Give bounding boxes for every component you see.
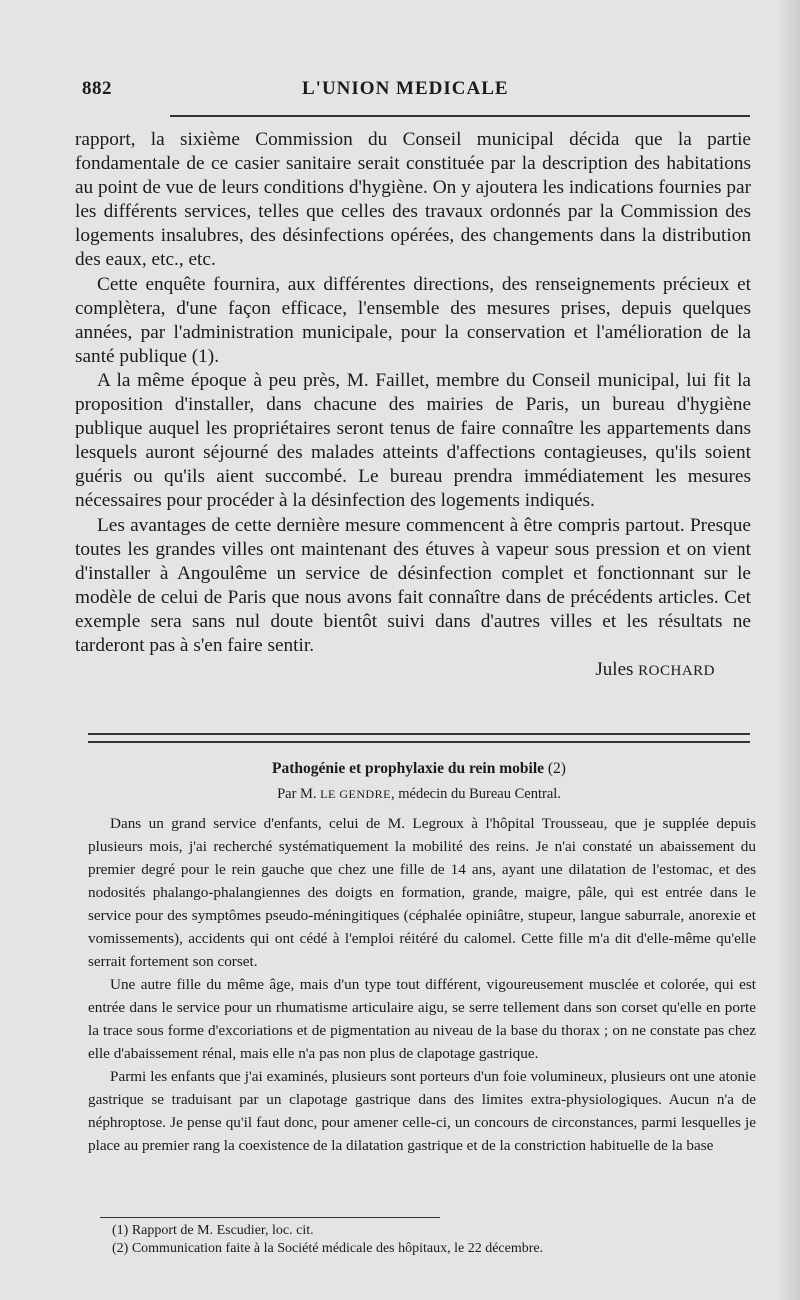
signature-last-name: ROCHARD — [638, 663, 715, 680]
page-edge-shadow — [776, 0, 800, 1300]
page-number: 882 — [82, 78, 112, 99]
page-header — [82, 78, 750, 108]
byline — [88, 786, 750, 803]
paragraph: Dans un grand service d'enfants, celui de M. Legroux à l'hôpital Trousseau, que je supplée depuis plusieurs mois, j'ai recherché systématiquement la mobilité des reins. Je n'ai constaté un abaissement du premier degré pour le rein gauche que chez une fille de 14 ans, ayant une dilatation de l'estomac, et des nodosités phalango-phalangiennes des doigts en formation, grande, maigre, pâle, qui est entrée dans le service pour des symptômes pseudo-méningitiques (céphalée opiniâtre, stupeur, langue saburrale, anorexie et vomissements), accidents qui ont cédé à l'emploi réitéré du calomel. Cette fille m'a dit d'elle-même qu'elle serrait fortement son corset. — [88, 815, 756, 970]
paragraph: Cette enquête fournira, aux différentes directions, des renseignements précieux et complètera, d'une façon efficace, l'ensemble des mesures prises, depuis quelques années, par l'administration municipale, pour la conservation et l'amélioration de la santé publique (1). — [75, 273, 751, 367]
paragraph: Les avantages de cette dernière mesure commencent à être compris partout. Presque toutes les grandes villes ont maintenant des étuves à vapeur sous pression et on vient d'installer à Angoulême un service de désinfection complet et fonctionnant sur le modèle de celui de Paris que nous avons fait connaître dans de précédents articles. Cet exemple sera sans nul doute bientôt suivi dans d'autres villes et les résultats ne tarderont pas à s'en faire sentir. — [75, 514, 751, 656]
footnote: (1) Rapport de M. Escudier, loc. cit. — [112, 1223, 314, 1238]
byline-prefix: Par M. — [277, 786, 317, 802]
footnotes — [112, 1222, 752, 1258]
paragraph: Parmi les enfants que j'ai examinés, plusieurs sont porteurs d'un foie volumineux, plusieurs ont une atonie gastrique se traduisant par un clapotage gastrique dans des limites extra-physiologiques. Aucun n'a de néphroptose. Je pense qu'il faut donc, pour amener celle-ci, un concours de circonstances, parmi lesquelles je place au premier rang la coexistence de la dilatation gastrique et de la constriction habituelle de la base — [88, 1068, 756, 1154]
article-title-text: Pathogénie et prophylaxie du rein mobile — [272, 760, 545, 777]
article-rein-mobile — [88, 812, 756, 1157]
author-signature — [75, 658, 751, 683]
paragraph: Une autre fille du même âge, mais d'un type tout différent, vigoureusement musclée et colorée, qui est entrée dans le service pour un rhumatisme articulaire aigu, se serre tellement dans son corset qu'elle en porte la trace sous forme d'excoriations et de pigmentation au niveau de la base du thorax ; on ne constate pas chez elle d'abaissement rénal, mais elle n'a pas non plus de clapotage gastrique. — [88, 976, 756, 1062]
footnote-rule — [100, 1217, 440, 1218]
signature-first-name: Jules — [595, 659, 634, 681]
paragraph: A la même époque à peu près, M. Faillet, membre du Conseil municipal, lui fit la proposition d'installer, dans chacune des mairies de Paris, un bureau d'hygiène publique auquel les propriétaires seront tenus de faire connaître les appartements dans lesquels auront séjourné des malades atteints d'affections contagieuses, qu'ils soient guéris ou qu'ils aient succombé. Le bureau prendra immédiatement les mesures nécessaires pour procéder à la désinfection des logements indiqués. — [75, 369, 751, 512]
article-title — [88, 760, 750, 778]
header-rule — [170, 115, 750, 117]
running-title: L'UNION MEDICALE — [302, 78, 509, 99]
section-divider — [88, 733, 750, 743]
byline-author: LE GENDRE — [320, 787, 391, 801]
byline-suffix: , médecin du Bureau Central. — [391, 786, 561, 802]
paragraph: rapport, la sixième Commission du Conseil municipal décida que la partie fondamentale de ce casier sanitaire serait constituée par la description des habitations au point de vue de leurs conditions d'hygiène. On y ajoutera les indications fournies par les différents services, telles que celles des travaux ordonnés par la Commission des logements insalubres, des désinfections opérées, des changements dans la distribution des eaux, etc., etc. — [75, 129, 751, 271]
footnote: (2) Communication faite à la Société médicale des hôpitaux, le 22 décembre. — [112, 1241, 544, 1256]
footnote-marker: (2) — [547, 760, 566, 777]
article-hygiene — [75, 128, 751, 683]
